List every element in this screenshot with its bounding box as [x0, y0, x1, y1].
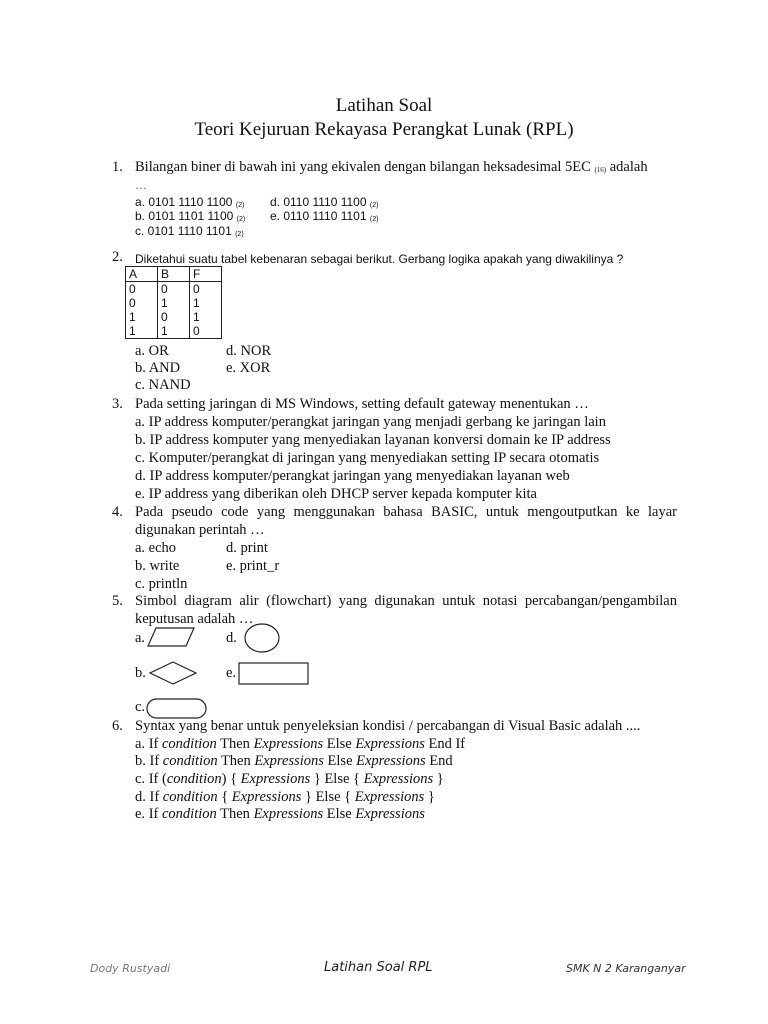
question-4-text: Pada pseudo code yang menggunakan bahasa BASIC, untuk mengoutputkan ke layar [135, 504, 677, 520]
option-b: b. IP address komputer yang menyediakan layanan konversi domain ke IP address [135, 432, 611, 448]
table-cell: 0 [129, 296, 136, 310]
table-cell: 1 [129, 324, 136, 338]
table-header: B [158, 267, 190, 282]
question-number: 6. [112, 718, 123, 734]
table-cell: 0 [158, 282, 190, 297]
table-header: A [126, 267, 158, 282]
option-c: c. println [135, 576, 188, 592]
option-e: e. If condition Then Expressions Else Expressions [135, 806, 425, 822]
table-row [126, 310, 222, 324]
table-cell: 1 [190, 296, 222, 310]
table-row [126, 296, 222, 310]
table-header: F [190, 267, 222, 282]
option-c: c. NAND [135, 377, 191, 393]
option-b: b. AND [135, 360, 181, 376]
table-cell: 1 [190, 310, 222, 324]
option-a: a. echo [135, 540, 177, 556]
truth-table [125, 266, 222, 339]
option-b: b. write [135, 558, 180, 574]
option-c: c. If (condition) { Expressions } Else { Expressions } [135, 771, 444, 787]
page-subtitle: Teori Kejuruan Rekayasa Perangkat Lunak (RPL) [194, 119, 574, 140]
option-a: a. 0101 1110 1100 $_{(2)}$ [135, 195, 245, 209]
option-e: e. print_r [226, 558, 280, 574]
rectangle-shape [238, 662, 310, 686]
ellipsis: … [135, 178, 147, 192]
question-text [135, 159, 648, 179]
question-number: 1. [112, 159, 123, 175]
table-cell: 1 [129, 310, 136, 324]
table-row [126, 282, 222, 297]
table-cell: 0 [190, 282, 222, 297]
terminator-shape [146, 698, 208, 720]
table-row [126, 324, 222, 339]
question-number: 3. [112, 396, 123, 412]
table-cell: 1 [158, 296, 190, 310]
option-d: d. NOR [226, 343, 272, 359]
question-5-text: Simbol diagram alir (flowchart) yang digunakan untuk notasi percabangan/pengambilan [135, 593, 677, 609]
option-d: d. IP address komputer/perangkat jaringan yang menyediakan layanan web [135, 468, 570, 484]
question-2-text: Diketahui suatu tabel kebenaran sebagai berikut. Gerbang logika apakah yang diwakilinya ? [135, 252, 624, 266]
option-c: c. 0101 1110 1101 $_{(2)}$ [135, 224, 244, 238]
option-a: a. IP address komputer/perangkat jaringan yang menjadi gerbang ke jaringan lain [135, 414, 606, 430]
option-b-label: b. [135, 665, 146, 681]
option-e: e. IP address yang diberikan oleh DHCP server kepada komputer kita [135, 486, 537, 502]
option-b: b. If condition Then Expressions Else Expressions End [135, 753, 453, 769]
question-5-text-cont: keputusan adalah … [135, 611, 254, 627]
page-title: Latihan Soal [335, 95, 433, 116]
question-number: 4. [112, 504, 123, 520]
table-cell: 0 [158, 310, 190, 324]
footer-title: Latihan Soal RPL [324, 960, 433, 975]
table-cell: 0 [129, 282, 136, 296]
footer-school: SMK N 2 Karanganyar [566, 962, 686, 975]
question-4-text-cont: digunakan perintah … [135, 522, 265, 538]
option-d-label: d. [226, 630, 237, 646]
table-header-row [126, 267, 222, 282]
option-a: a. If condition Then Expressions Else Expressions End If [135, 736, 466, 752]
question-6-text: Syntax yang benar untuk penyeleksian kondisi / percabangan di Visual Basic adalah .... [135, 718, 641, 734]
circle-shape [243, 622, 281, 654]
option-e: e. XOR [226, 360, 271, 376]
diamond-shape [148, 660, 198, 686]
option-d: d. If condition { Expressions } Else { Expressions } [135, 789, 435, 805]
option-c-label: c. [135, 699, 146, 715]
question-number: 5. [112, 593, 123, 609]
base-subscript: (16) [594, 166, 607, 174]
question-number: 2. [112, 249, 123, 265]
question-1-text: Bilangan biner di bawah ini yang ekivalen dengan bilangan heksadesimal 5EC [135, 159, 591, 175]
option-e: e. 0110 1110 1101 $_{(2)}$ [270, 209, 379, 223]
option-d: d. print [226, 540, 268, 556]
question-3-text: Pada setting jaringan di MS Windows, setting default gateway menentukan … [135, 396, 589, 412]
option-b: b. 0101 1101 1100 $_{(2)}$ [135, 209, 246, 223]
option-e-label: e. [226, 665, 237, 681]
option-a: a. OR [135, 343, 169, 359]
table-cell: 0 [190, 324, 222, 339]
parallelogram-shape [146, 626, 196, 648]
option-c: c. Komputer/perangkat di jaringan yang menyediakan setting IP secara otomatis [135, 450, 600, 466]
option-a-label: a. [135, 630, 146, 646]
footer-author: Dody Rustyadi [90, 962, 171, 975]
table-cell: 1 [158, 324, 190, 339]
option-d: d. 0110 1110 1100 $_{(2)}$ [270, 195, 379, 209]
question-1-text-end: adalah [606, 159, 648, 175]
